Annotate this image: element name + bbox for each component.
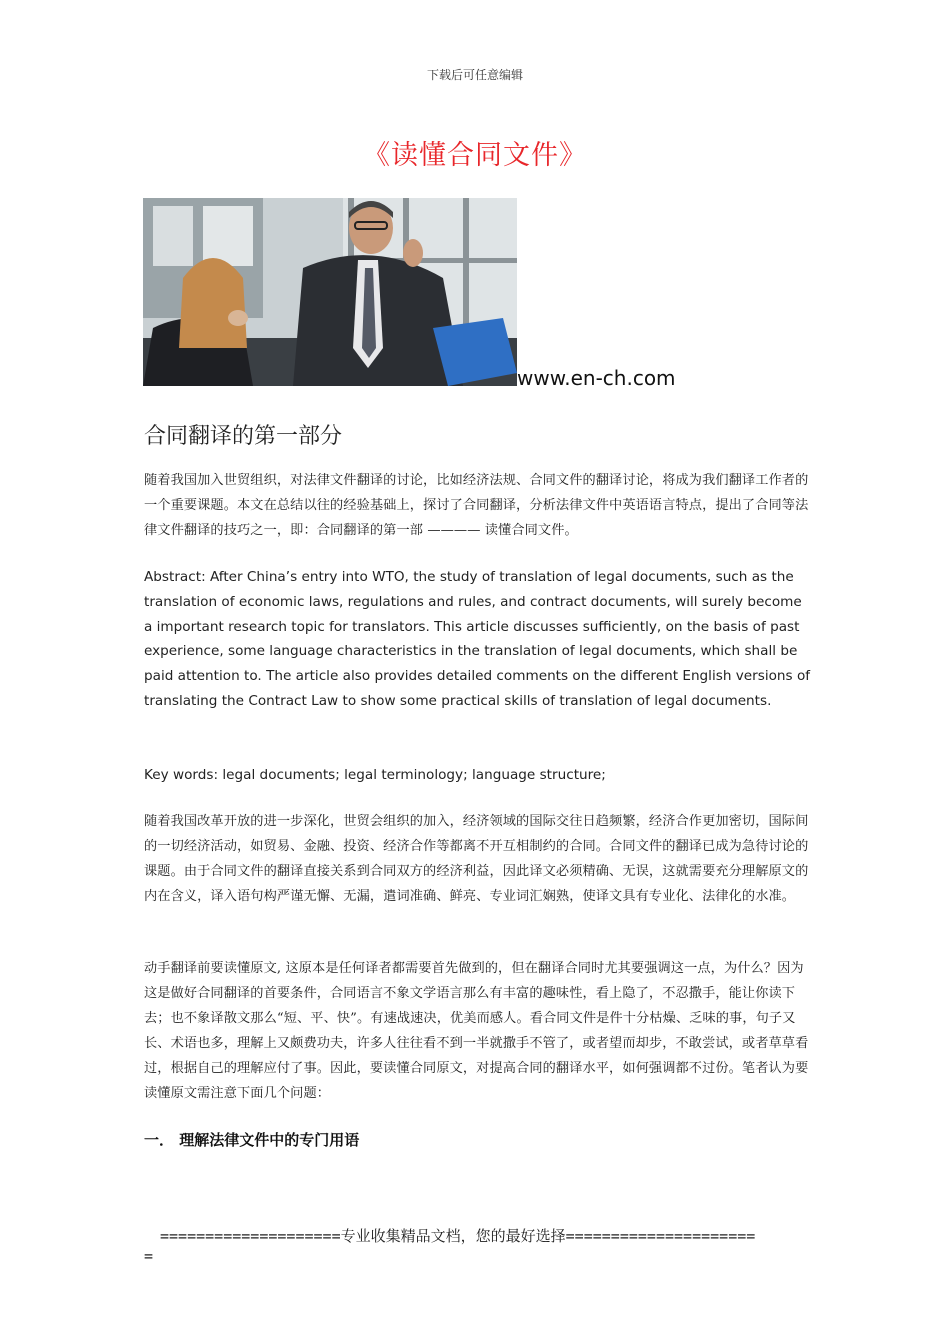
meeting-illustration (143, 198, 517, 386)
footer-left-rule: ==================== (160, 1227, 341, 1245)
footer-banner (144, 1226, 814, 1266)
body-paragraph-1: 随着我国改革开放的进一步深化，世贸会组织的加入，经济领域的国际交往日趋频繁，经济合作更加密切，国际间的一切经济活动，如贸易、金融、投资、经济合作等都离不开互相制约的合同。合同文件的翻译已成为急待讨论的课题。由于合同文件的翻译直接关系到合同双方的经济利益，因此译文必须精确、无误，这就需要充分理解原文的内在含义，译入语句构严谨无懈、无漏，遣词准确、鲜亮、专业词汇娴熟，使译文具有专业化、法律化的水准。 (144, 814, 809, 904)
abstract-paragraph: Abstract: After China’s entry into WTO, the study of translation of legal documents, such as the translation of economic laws, regulations and rules, and contract documents, will surely become a important research topic for translators. This article discusses sufficiently, on the basis of past experience, some language characteristics in the translation of legal documents, which shall be paid attention to. The article also provides detailed comments on the different English versions of translating the Contract Law to show some practical skills of translation of legal documents. (144, 569, 811, 709)
intro-paragraph: 随着我国加入世贸组织，对法律文件翻译的讨论，比如经济法规、合同文件的翻译讨论，将成为我们翻译工作者的一个重要课题。本文在总结以往的经验基础上，探讨了合同翻译，分析法律文件中英语语言特点，提出了合同等法律文件翻译的技巧之一，即：合同翻译的第一部 ———— 读懂合同文件。 (144, 473, 809, 538)
footer-tail: = (144, 1247, 154, 1265)
footer-text: 专业收集精品文档，您的最好选择 (340, 1227, 566, 1245)
photo-caption: www.en-ch.com (517, 366, 676, 390)
footer-right-rule: ===================== (565, 1227, 756, 1245)
section-heading: 合同翻译的第一部分 (144, 424, 343, 449)
header-note: 下载后可任意编辑 (426, 68, 523, 82)
keywords-paragraph: Key words: legal documents; legal terminology; language structure; (144, 767, 606, 783)
body-paragraph-2: 动手翻译前要读懂原文, 这原本是任何译者都需要首先做到的，但在翻译合同时尤其要强调这一点，为什么？因为这是做好合同翻译的首要条件，合同语言不象文学语言那么有丰富的趣味性，看上隐了，不忍撒手，能让你读下去；也不象译散文那么“短、平、快”。有速战速决，优美而感人。看合同文件是件十分枯燥、乏味的事，句子又长、术语也多，理解上又颇费功夫，许多人往往看不到一半就撒手不管了，或者望而却步，不敢尝试，或者草草看过，根据自己的理解应付了事。因此，要读懂合同原文，对提高合同的翻译水平，如何强调都不过份。笔者认为要读懂原文需注意下面几个问题： (144, 961, 809, 1101)
business-meeting-photo (143, 198, 517, 386)
document-title: 《读懂合同文件》 (363, 140, 587, 171)
subheading-terminology: 一． 理解法律文件中的专门用语 (144, 1131, 360, 1149)
